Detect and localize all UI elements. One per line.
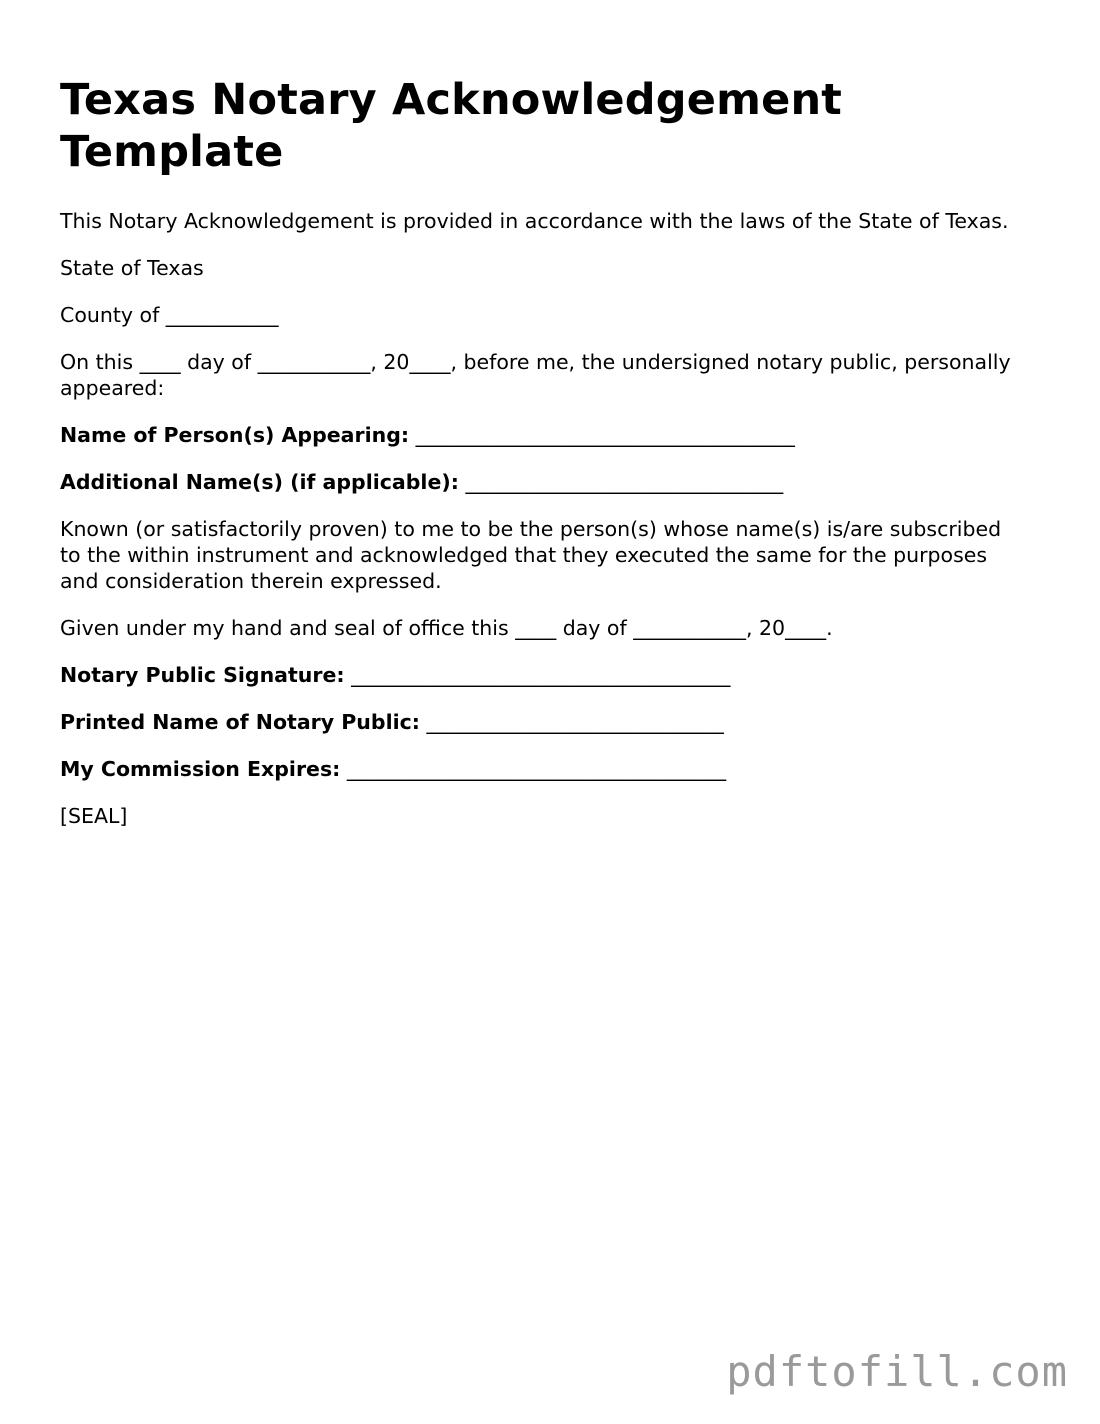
state-line: State of Texas bbox=[60, 256, 204, 280]
notary-printed-name-label: Printed Name of Notary Public: bbox=[60, 710, 420, 734]
watermark-text: pdftofill.com bbox=[726, 1347, 1068, 1396]
additional-names-field bbox=[60, 469, 1020, 495]
additional-names-blank[interactable]: _______________________________ bbox=[465, 470, 784, 494]
notary-signature-label: Notary Public Signature: bbox=[60, 663, 345, 687]
person-appearing-field bbox=[60, 422, 1020, 448]
notary-printed-name-field bbox=[60, 709, 1020, 735]
commission-expires-label: My Commission Expires: bbox=[60, 757, 341, 781]
additional-names-label: Additional Name(s) (if applicable): bbox=[60, 470, 459, 494]
notary-signature-blank[interactable]: _____________________________________ bbox=[351, 663, 731, 687]
seal-placeholder: [SEAL] bbox=[60, 804, 128, 828]
document-page bbox=[60, 74, 1020, 829]
commission-expires-field bbox=[60, 756, 1020, 782]
notary-printed-name-blank[interactable]: _____________________________ bbox=[426, 710, 724, 734]
person-appearing-label: Name of Person(s) Appearing: bbox=[60, 423, 410, 447]
given-line: Given under my hand and seal of office this ____ day of ___________, 20____. bbox=[60, 616, 833, 640]
document-title: Texas Notary Acknowledgement Template bbox=[60, 75, 843, 177]
person-appearing-blank[interactable]: _____________________________________ bbox=[415, 423, 795, 447]
commission-expires-blank[interactable]: _____________________________________ bbox=[346, 757, 727, 781]
notary-signature-field bbox=[60, 662, 1020, 688]
intro-paragraph: This Notary Acknowledgement is provided in accordance with the laws of the State of Texas. bbox=[60, 209, 1009, 233]
appearance-paragraph: On this ____ day of ___________, 20____, before me, the undersigned notary public, personally appeared: bbox=[60, 350, 1011, 400]
known-paragraph: Known (or satisfactorily proven) to me to be the person(s) whose name(s) is/are subscribed to the within instrument and acknowledged that they executed the same for the purposes and consideration therein expressed. bbox=[60, 517, 1002, 593]
county-line: County of ___________ bbox=[60, 303, 279, 327]
